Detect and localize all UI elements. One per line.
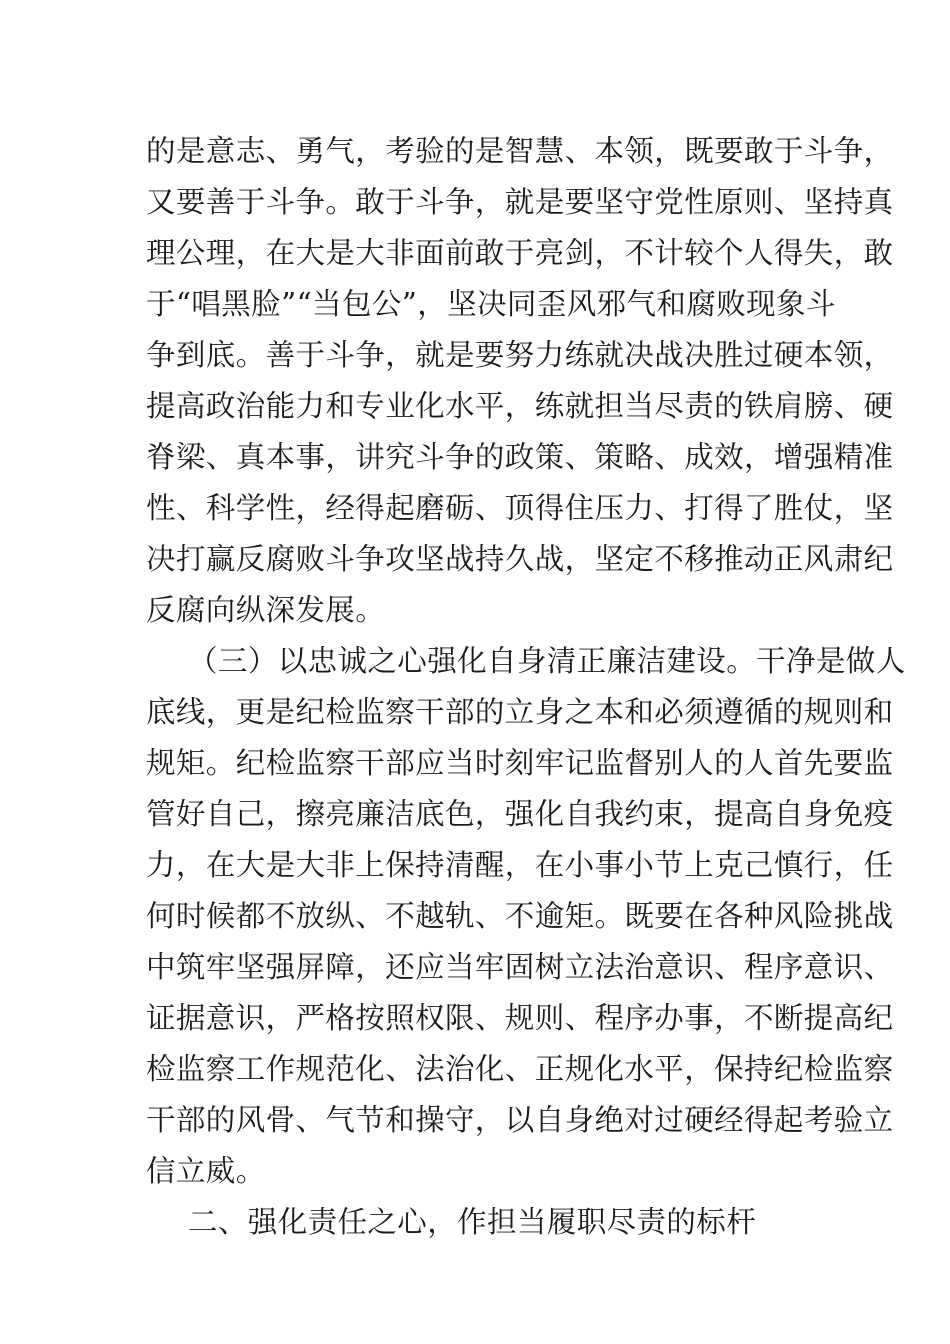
text-line: 性、科学性，经得起磨砺、顶得住压力、打得了胜仗，坚 — [146, 491, 894, 525]
text-line: 底线，更是纪检监察干部的立身之本和必须遵循的规则和 — [146, 695, 894, 729]
text-line: 理公理，在大是大非面前敢于亮剑，不计较个人得失，敢 — [146, 236, 894, 270]
text-line: 提高政治能力和专业化水平，练就担当尽责的铁肩膀、硬 — [146, 389, 894, 423]
document-body — [146, 126, 906, 1248]
paragraph-start-line: （三）以忠诚之心强化自身清正廉洁建设。干净是做人 — [188, 644, 906, 678]
text-line: 何时候都不放纵、不越轨、不逾矩。既要在各种风险挑战 — [146, 899, 894, 933]
text-line: 管好自己，擦亮廉洁底色，强化自我约束，提高自身免疫 — [146, 797, 894, 831]
text-line: 于“唱黑脸”“当包公”，坚决同歪风邪气和腐败现象斗 — [146, 287, 836, 321]
text-line: 干部的风骨、气节和操守，以自身绝对过硬经得起考验立 — [146, 1103, 894, 1137]
text-line: 又要善于斗争。敢于斗争，就是要坚守党性原则、坚持真 — [146, 185, 894, 219]
text-line: 检监察工作规范化、法治化、正规化水平，保持纪检监察 — [146, 1052, 894, 1086]
text-line: 中筑牢坚强屏障，还应当牢固树立法治意识、程序意识、 — [146, 950, 894, 984]
text-line: 证据意识，严格按照权限、规则、程序办事，不断提高纪 — [146, 1001, 894, 1035]
text-line: 的是意志、勇气，考验的是智慧、本领，既要敢于斗争， — [146, 134, 894, 168]
text-line: 争到底。善于斗争，就是要努力练就决战决胜过硬本领， — [146, 338, 894, 372]
text-line: 脊梁、真本事，讲究斗争的政策、策略、成效，增强精准 — [146, 440, 894, 474]
text-line: 规矩。纪检监察干部应当时刻牢记监督别人的人首先要监 — [146, 746, 894, 780]
text-line: 反腐向纵深发展。 — [146, 593, 386, 627]
text-line: 决打赢反腐败斗争攻坚战持久战，坚定不移推动正风肃纪 — [146, 542, 894, 576]
paragraph-start-line: 二、强化责任之心，作担当履职尽责的标杆 — [188, 1205, 757, 1239]
text-line: 力，在大是大非上保持清醒，在小事小节上克己慎行，任 — [146, 848, 894, 882]
text-line: 信立威。 — [146, 1154, 266, 1188]
